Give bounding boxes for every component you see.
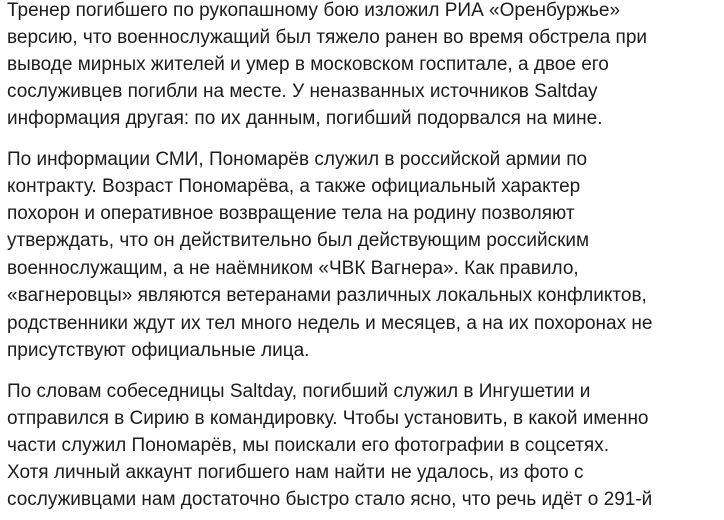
paragraph-2-line-6: «вагнеровцы» являются ветеранами различных локальных конфликтов, <box>7 285 647 306</box>
paragraph-2-line-5: военнослужащим, а не наёмником «ЧВК Вагнера». Как правило, <box>7 258 579 279</box>
paragraph-3-line-5: сослуживцами нам достаточно быстро стало ясно, что речь идёт о 291-й <box>7 489 653 510</box>
paragraph-2-line-8: присутствуют официальные лица. <box>7 340 310 361</box>
paragraph-3-line-3: части служил Пономарёв, мы поискали его фотографии в соцсетях. <box>7 435 609 456</box>
paragraph-1-line-3: выводе мирных жителей и умер в московском госпитале, а двое его <box>7 54 609 75</box>
paragraph-2-line-3: похорон и оперативное возвращение тела на родину позволяют <box>7 203 575 224</box>
paragraph-1-line-4: сослуживцев погибли на месте. У неназванных источников Saltday <box>7 81 598 102</box>
paragraph-1-line-5: информация другая: по их данным, погибший подорвался на мине. <box>7 108 603 129</box>
paragraph-3-line-1: По словам собеседницы Saltday, погибший служил в Ингушетии и <box>7 381 591 402</box>
paragraph-3-line-4: Хотя личный аккаунт погибшего нам найти не удалось, из фото с <box>7 462 584 483</box>
paragraph-2-line-2: контракту. Возраст Пономарёва, а также официальный характер <box>7 176 581 197</box>
paragraph-2-line-4: утверждать, что он действительно был действующим российским <box>7 230 590 251</box>
paragraph-2-line-7: родственники ждут их тел много недель и месяцев, а на их похоронах не <box>7 313 653 334</box>
paragraph-1-line-1: Тренер погибшего по рукопашному бою изложил РИА «Оренбуржье» <box>7 0 621 21</box>
paragraph-1-line-2: версию, что военнослужащий был тяжело ранен во время обстрела при <box>7 27 648 48</box>
paragraph-2-line-1: По информации СМИ, Пономарёв служил в российской армии по <box>7 149 588 170</box>
paragraph-3-line-2: отправился в Сирию в командировку. Чтобы установить, в какой именно <box>7 408 649 429</box>
